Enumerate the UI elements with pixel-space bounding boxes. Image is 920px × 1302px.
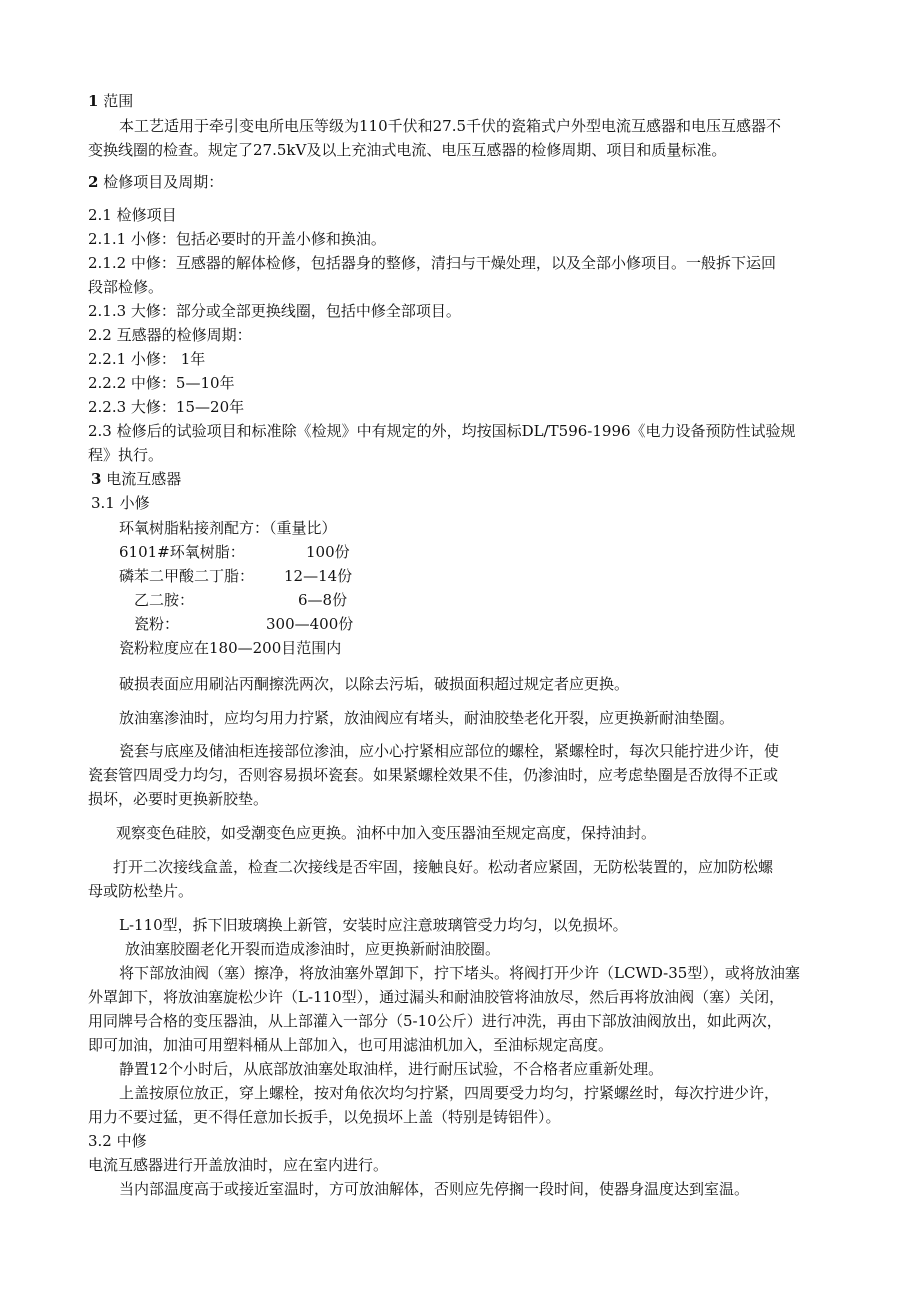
clause-3-2: 3.2 中修	[88, 1132, 147, 1150]
paragraph-line: 变换线圈的检查。规定了27.5kV及以上充油式电流、电压互感器的检修周期、项目和质量标准。	[88, 141, 727, 159]
formula-row-name: 磷苯二甲酸二丁脂：	[119, 567, 255, 585]
section-title: 范围	[103, 92, 134, 110]
section-1-heading	[88, 91, 133, 111]
formula-note: 瓷粉粒度应在180—200目范围内	[119, 639, 342, 657]
paragraph-line: 瓷套管四周受力均匀，否则容易损坏瓷套。如果紧螺栓效果不佳，仍渗油时，应考虑垫圈是否放得不正或	[88, 766, 779, 784]
formula-row-amount: 12—14份	[284, 567, 353, 585]
clause-2-2-2: 2.2.2 中修：5—10年	[88, 374, 235, 392]
paragraph-line: 瓷套与底座及储油柜连接部位渗油，应小心拧紧相应部位的螺栓，紧螺栓时，每次只能拧进少许，使	[119, 742, 780, 760]
section-title: 检修项目及周期：	[103, 173, 224, 191]
paragraph-line: 损坏，必要时更换新胶垫。	[88, 790, 269, 808]
paragraph-line: 母或防松垫片。	[88, 882, 194, 900]
section-2-heading	[88, 172, 223, 192]
section-number: 3	[91, 470, 102, 488]
clause-2-2-1: 2.2.1 小修： 1年	[88, 350, 206, 368]
formula-title: 环氧树脂粘接剂配方：（重量比）	[119, 519, 337, 537]
paragraph-line: 放油塞渗油时，应均匀用力拧紧，放油阀应有堵头，耐油胶垫老化开裂，应更换新耐油垫圈。	[119, 709, 735, 727]
paragraph-line: 上盖按原位放正，穿上螺栓，按对角依次均匀拧紧，四周要受力均匀，拧紧螺丝时，每次拧进少许，	[119, 1084, 780, 1102]
clause-2-3: 2.3 检修后的试验项目和标准除《检规》中有规定的外，均按国标DL/T596-1996《电力设备预防性试验规	[88, 422, 796, 440]
formula-row-amount: 300—400份	[266, 615, 354, 633]
paragraph-line: 用力不要过猛，更不得任意加长扳手，以免损坏上盖（特别是铸铝件）。	[88, 1108, 561, 1126]
paragraph-line: 观察变色硅胶，如受潮变色应更换。油杯中加入变压器油至规定高度，保持油封。	[116, 824, 657, 842]
clause-2-1-1: 2.1.1 小修：包括必要时的开盖小修和换油。	[88, 230, 386, 248]
clause-2-2: 2.2 互感器的检修周期：	[88, 326, 252, 344]
paragraph-line: 破损表面应用刷沾丙酮擦洗两次，以除去污垢，破损面积超过规定者应更换。	[119, 675, 630, 693]
formula-row-name: 瓷粉：	[134, 615, 180, 633]
clause-3-1: 3.1 小修	[91, 494, 150, 512]
paragraph-line: 放油塞胶圈老化开裂而造成渗油时，应更换新耐油胶圈。	[125, 940, 501, 958]
clause-2-1: 2.1 检修项目	[88, 206, 177, 224]
paragraph-line: 打开二次接线盒盖，检查二次接线是否牢固，接触良好。松动者应紧固，无防松装置的，应加防松螺	[113, 858, 774, 876]
section-title: 电流互感器	[106, 470, 182, 488]
clause-2-3-cont: 程》执行。	[88, 446, 164, 464]
paragraph-line: 即可加油，加油可用塑料桶从上部加入，也可用滤油机加入，至油标规定高度。	[88, 1036, 614, 1054]
paragraph-line: 外罩卸下，将放油塞旋松少许（L-110型），通过漏头和耐油胶管将油放尽，然后再将放油阀（塞）关闭，	[88, 988, 785, 1006]
paragraph-line: 本工艺适用于牵引变电所电压等级为110千伏和27.5千伏的瓷箱式户外型电流互感器和电压互感器不	[119, 117, 782, 135]
paragraph-line: 将下部放油阀（塞）擦净，将放油塞外罩卸下，拧下堵头。将阀打开少许（LCWD-35型），或将放油塞	[119, 964, 800, 982]
paragraph-line: 当内部温度高于或接近室温时，方可放油解体，否则应先停搁一段时间，使器身温度达到室温。	[119, 1180, 750, 1198]
clause-2-2-3: 2.2.3 大修：15—20年	[88, 398, 245, 416]
paragraph-line: 用同牌号合格的变压器油，从上部灌入一部分（5-10公斤）进行冲洗，再由下部放油阀放出，如此两次，	[88, 1012, 782, 1030]
paragraph-line: 静置12个小时后，从底部放油塞处取油样，进行耐压试验，不合格者应重新处理。	[119, 1060, 664, 1078]
formula-row-amount: 100份	[306, 543, 350, 561]
paragraph-line: 电流互感器进行开盖放油时，应在室内进行。	[88, 1156, 389, 1174]
section-number: 2	[88, 173, 99, 191]
clause-2-1-2-cont: 段部检修。	[88, 278, 164, 296]
clause-2-1-3: 2.1.3 大修：部分或全部更换线圈，包括中修全部项目。	[88, 302, 461, 320]
formula-row-amount: 6—8份	[298, 591, 348, 609]
formula-row-name: 6101#环氧树脂：	[119, 543, 245, 561]
section-number: 1	[88, 92, 99, 110]
paragraph-line: L-110型，拆下旧玻璃换上新管，安装时应注意玻璃管受力均匀，以免损坏。	[119, 916, 628, 934]
formula-row-name: 乙二胺：	[134, 591, 195, 609]
clause-2-1-2: 2.1.2 中修：互感器的解体检修，包括器身的整修，清扫与干燥处理，以及全部小修项目。一般拆下运回	[88, 254, 776, 272]
section-3-heading	[91, 469, 181, 489]
